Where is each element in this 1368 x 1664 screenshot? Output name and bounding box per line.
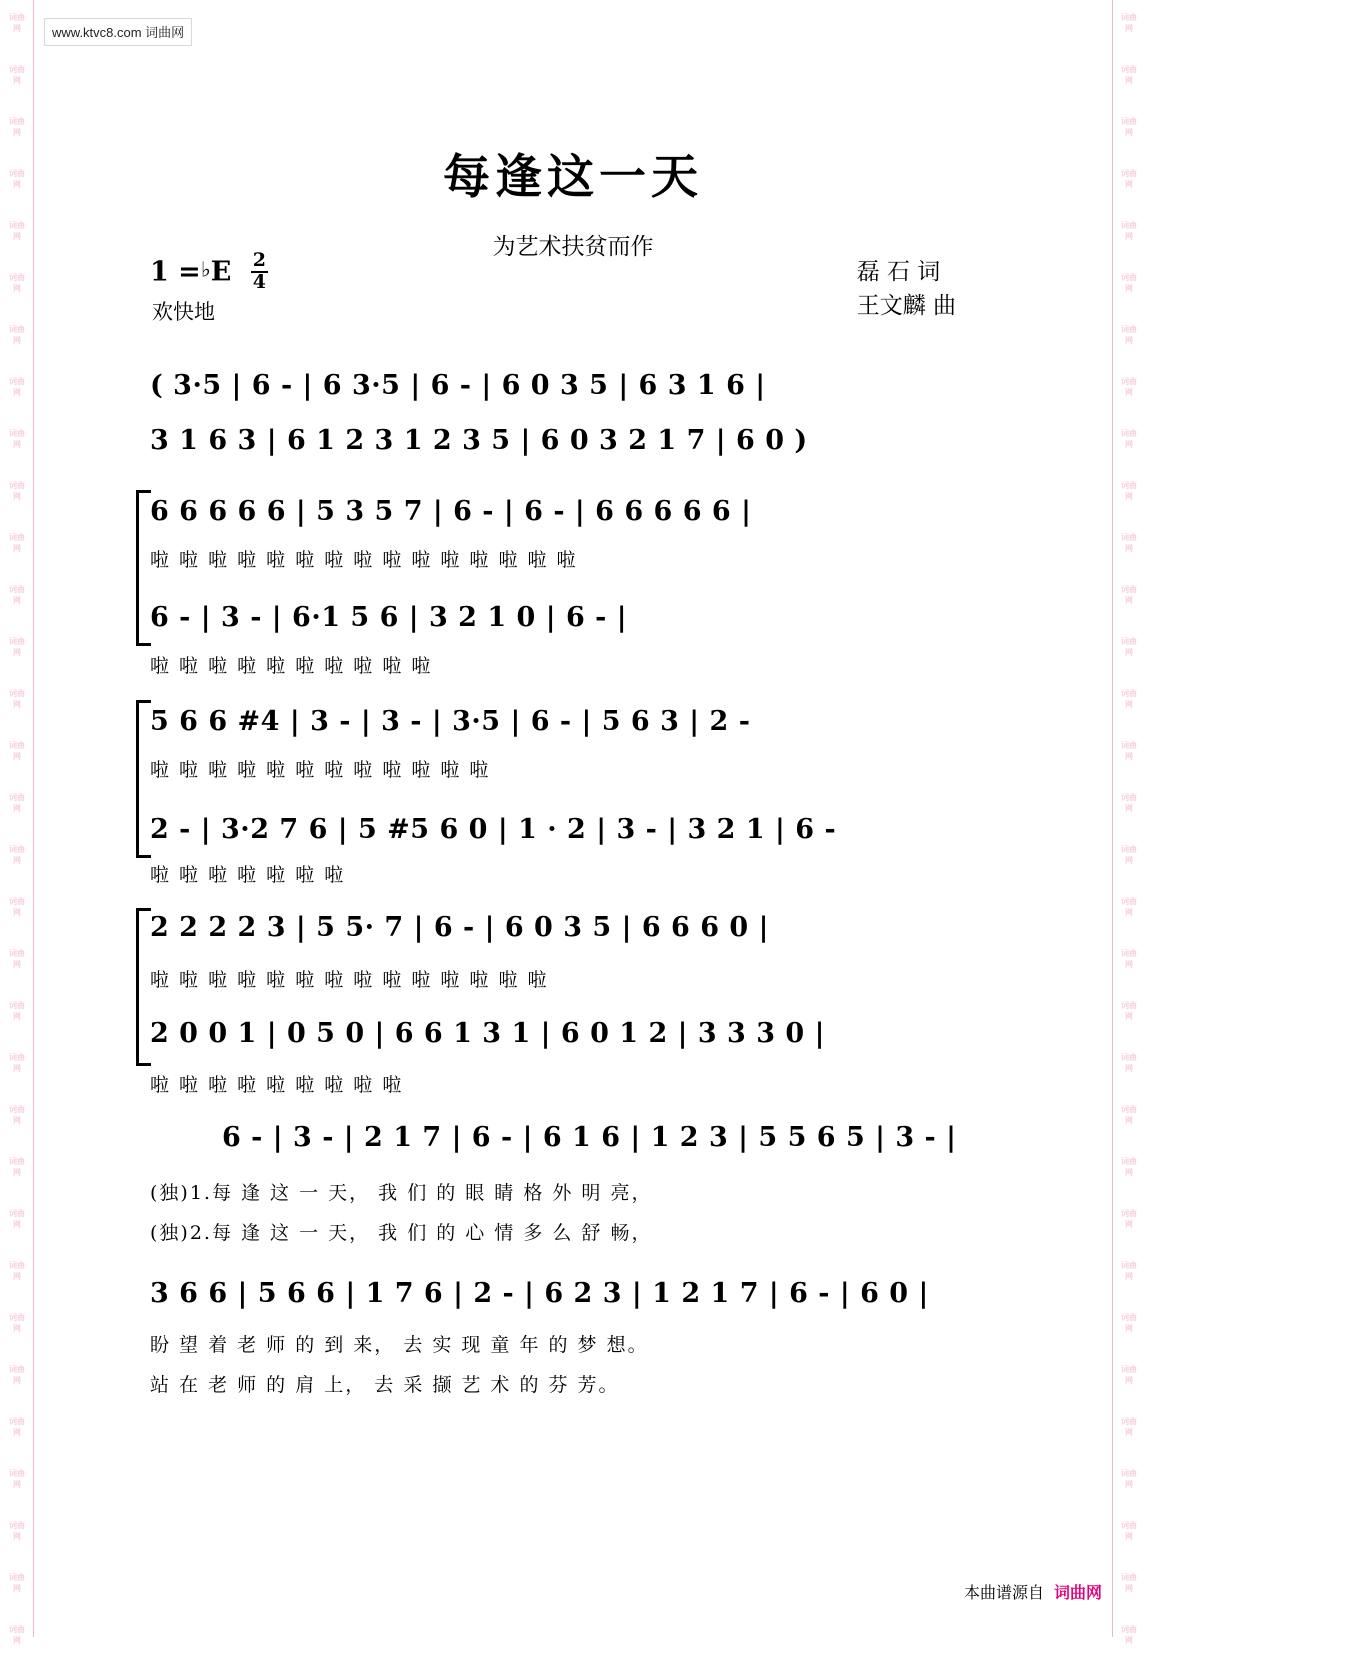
watermark-cell: 词曲 网: [9, 221, 25, 241]
watermark-cell: 词曲 网: [1121, 221, 1137, 241]
watermark-cell: 词曲 网: [9, 1365, 25, 1385]
watermark-cell: 词曲 网: [9, 533, 25, 553]
watermark-cell: 词曲 网: [1121, 1573, 1137, 1593]
watermark-cell: 词曲 网: [9, 273, 25, 293]
s3-line2-lyrics: 啦 啦 啦 啦 啦 啦 啦 啦 啦: [150, 1074, 404, 1096]
key-prefix: 1 =: [150, 256, 201, 288]
watermark-cell: 词曲 网: [1121, 533, 1137, 553]
s1-line2-lyrics: 啦 啦 啦 啦 啦 啦 啦 啦 啦 啦: [150, 655, 433, 677]
watermark-cell: 词曲 网: [9, 1157, 25, 1177]
time-signature-numerator: 2: [252, 249, 266, 271]
s2-line1-notes: 5 6 6 #4 | 3 - | 3 - | 3·5 | 6 - | 5 6 3 | 2 -: [150, 706, 751, 737]
watermark-cell: 词曲 网: [9, 1313, 25, 1333]
footer-source: [964, 1580, 1102, 1603]
watermark-cell: 词曲 网: [1121, 481, 1137, 501]
watermark-cell: 词曲 网: [9, 637, 25, 657]
s1-line1-notes: 6 6 6 6 6 | 5 3 5 7 | 6 - | 6 - | 6 6 6 6 6 |: [150, 496, 752, 527]
s2-line2-notes: 2 - | 3·2 7 6 | 5 #5 6 0 | 1 · 2 | 3 - | 3 2 1 | 6 -: [150, 814, 837, 845]
watermark-cell: 词曲 网: [9, 1001, 25, 1021]
watermark-cell: 词曲 网: [1121, 65, 1137, 85]
intro-line-1: ( 3·5 | 6 - | 6 3·5 | 6 - | 6 0 3 5 | 6 3 1 6 |: [150, 370, 766, 401]
watermark-cell: 词曲 网: [9, 1521, 25, 1541]
watermark-cell: 词曲 网: [1121, 1105, 1137, 1125]
watermark-cell: 词曲 网: [9, 65, 25, 85]
watermark-cell: 词曲 网: [9, 1573, 25, 1593]
s3-line1-notes: 2 2 2 2 3 | 5 5· 7 | 6 - | 6 0 3 5 | 6 6 6 0 |: [150, 912, 769, 943]
watermark-cell: 词曲 网: [1121, 1261, 1137, 1281]
composer-credit: 王文麟 曲: [856, 293, 956, 319]
verse-1-lyrics: (独)1.每 逢 这 一 天， 我 们 的 眼 睛 格 外 明 亮，: [150, 1182, 653, 1204]
watermark-cell: 词曲 网: [9, 741, 25, 761]
watermark-cell: 词曲 网: [1121, 1625, 1137, 1645]
watermark-cell: 词曲 网: [1121, 1469, 1137, 1489]
key-letter: E: [210, 256, 232, 288]
watermark-cell: 词曲 网: [1121, 325, 1137, 345]
watermark-cell: 词曲 网: [1121, 741, 1137, 761]
verse-melody-line-1: 6 - | 3 - | 2 1 7 | 6 - | 6 1 6 | 1 2 3 | 5 5 6 5 | 3 - |: [222, 1122, 957, 1153]
watermark-cell: 词曲 网: [9, 1209, 25, 1229]
watermark-cell: 词曲 网: [1121, 1521, 1137, 1541]
watermark-cell: 词曲 网: [9, 949, 25, 969]
watermark-cell: 词曲 网: [9, 1469, 25, 1489]
s1-line1-lyrics: 啦 啦 啦 啦 啦 啦 啦 啦 啦 啦 啦 啦 啦 啦 啦: [150, 549, 578, 571]
watermark-cell: 词曲 网: [9, 325, 25, 345]
watermark-cell: 词曲 网: [1121, 1365, 1137, 1385]
watermark-cell: 词曲 网: [1121, 845, 1137, 865]
watermark-cell: 词曲 网: [1121, 117, 1137, 137]
watermark-cell: 词曲 网: [9, 117, 25, 137]
site-watermark-tag: www.ktvc8.com 词曲网: [44, 18, 192, 46]
watermark-cell: 词曲 网: [9, 1105, 25, 1125]
watermark-cell: 词曲 网: [9, 1625, 25, 1645]
watermark-cell: 词曲 网: [1121, 897, 1137, 917]
watermark-cell: 词曲 网: [9, 1261, 25, 1281]
footer-source-text: 本曲谱源自: [963, 1583, 1044, 1602]
watermark-cell: 词曲 网: [9, 429, 25, 449]
verse-3-lyrics: 盼 望 着 老 师 的 到 来， 去 实 现 童 年 的 梦 想。: [150, 1334, 649, 1356]
page-title: 每逢这一天: [443, 150, 703, 205]
flat-icon: ♭: [200, 256, 211, 282]
verse-2-lyrics: (独)2.每 逢 这 一 天， 我 们 的 心 情 多 么 舒 畅，: [150, 1222, 653, 1244]
watermark-cell: 词曲 网: [1121, 13, 1137, 33]
lyricist-credit: 磊 石 词: [856, 259, 941, 285]
watermark-cell: 词曲 网: [9, 1053, 25, 1073]
watermark-cell: 词曲 网: [9, 377, 25, 397]
verse-melody-line-2: 3 6 6 | 5 6 6 | 1 7 6 | 2 - | 6 2 3 | 1 2 1 7 | 6 - | 6 0 |: [150, 1278, 929, 1309]
s2-line2-lyrics: 啦 啦 啦 啦 啦 啦 啦: [150, 864, 346, 886]
watermark-cell: 词曲 网: [1121, 793, 1137, 813]
s1-line2-notes: 6 - | 3 - | 6·1 5 6 | 3 2 1 0 | 6 - |: [150, 602, 628, 633]
watermark-cell: 词曲 网: [9, 13, 25, 33]
time-signature: [251, 251, 268, 293]
footer-brand: 词曲网: [1053, 1583, 1102, 1602]
watermark-cell: 词曲 网: [1121, 273, 1137, 293]
s2-line1-lyrics: 啦 啦 啦 啦 啦 啦 啦 啦 啦 啦 啦 啦: [150, 759, 491, 781]
watermark-cell: 词曲 网: [1121, 169, 1137, 189]
watermark-cell: 词曲 网: [1121, 377, 1137, 397]
watermark-cell: 词曲 网: [1121, 1053, 1137, 1073]
key-signature: [150, 249, 268, 294]
watermark-cell: 词曲 网: [9, 897, 25, 917]
intro-line-2: 3 1 6 3 | 6 1 2 3 1 2 3 5 | 6 0 3 2 1 7 | 6 0 ): [150, 425, 808, 456]
credits: [857, 255, 956, 323]
tempo-marking: 欢快地: [152, 300, 215, 324]
s3-line2-notes: 2 0 0 1 | 0 5 0 | 6 6 1 3 1 | 6 0 1 2 | 3 3 3 0 |: [150, 1018, 825, 1049]
watermark-cell: 词曲 网: [9, 169, 25, 189]
s3-line1-lyrics: 啦 啦 啦 啦 啦 啦 啦 啦 啦 啦 啦 啦 啦 啦: [150, 969, 549, 991]
watermark-cell: 词曲 网: [1121, 585, 1137, 605]
watermark-cell: 词曲 网: [1121, 637, 1137, 657]
watermark-cell: 词曲 网: [1121, 689, 1137, 709]
watermark-cell: 词曲 网: [1121, 1209, 1137, 1229]
watermark-cell: 词曲 网: [9, 689, 25, 709]
page-subtitle: 为艺术扶贫而作: [492, 234, 654, 260]
verse-4-lyrics: 站 在 老 师 的 肩 上， 去 采 撷 艺 术 的 芬 芳。: [150, 1374, 620, 1396]
watermark-cell: 词曲 网: [9, 845, 25, 865]
watermark-cell: 词曲 网: [9, 793, 25, 813]
watermark-cell: 词曲 网: [9, 1417, 25, 1437]
time-signature-denominator: 4: [252, 270, 266, 293]
watermark-cell: 词曲 网: [1121, 1157, 1137, 1177]
watermark-cell: 词曲 网: [1121, 1417, 1137, 1437]
watermark-cell: 词曲 网: [1121, 429, 1137, 449]
watermark-cell: 词曲 网: [1121, 1313, 1137, 1333]
watermark-cell: 词曲 网: [9, 481, 25, 501]
watermark-cell: 词曲 网: [1121, 1001, 1137, 1021]
watermark-cell: 词曲 网: [1121, 949, 1137, 969]
watermark-cell: 词曲 网: [9, 585, 25, 605]
